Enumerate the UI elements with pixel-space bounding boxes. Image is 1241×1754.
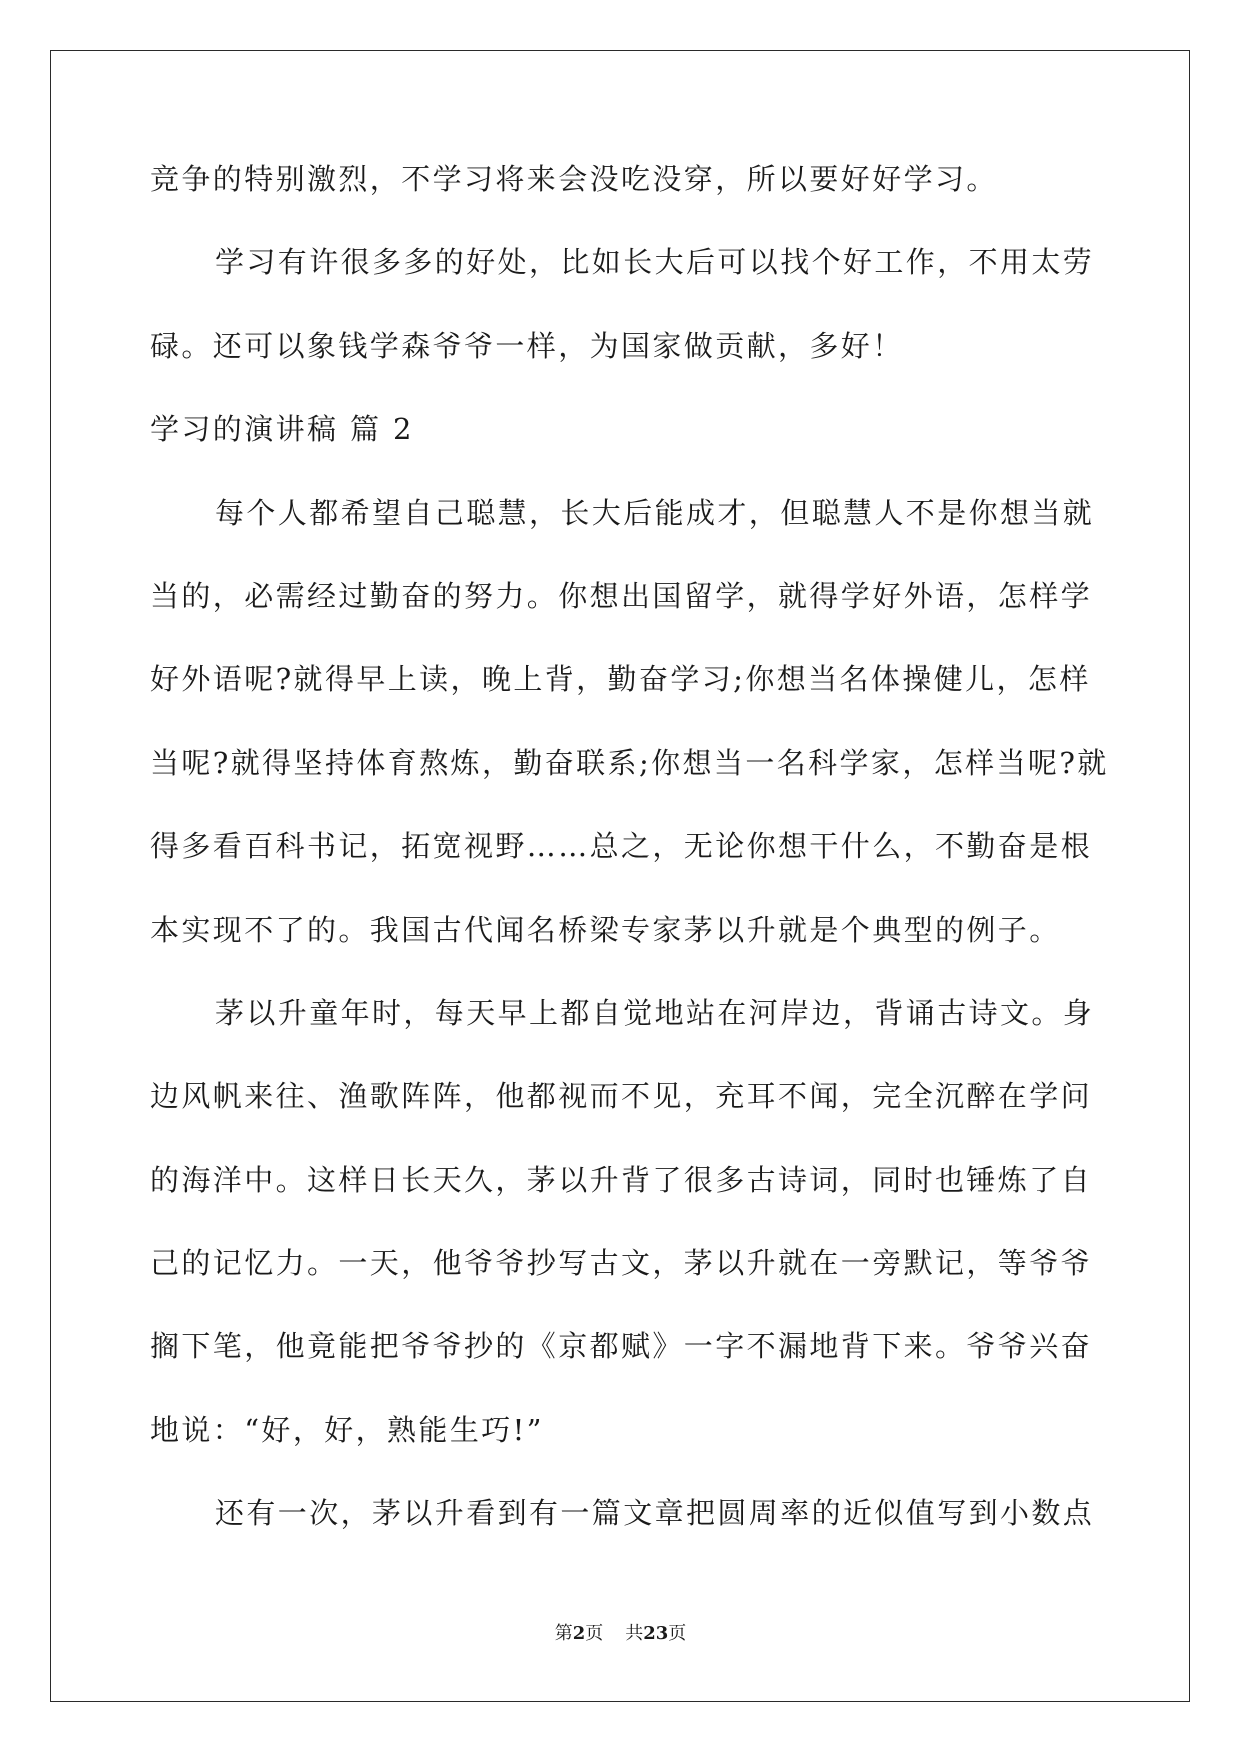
document-body: [150, 162, 1109, 1580]
total-prefix: 共: [625, 1623, 644, 1644]
page-current: 2: [572, 1623, 586, 1644]
text-line: 学习的演讲稿 篇 2: [150, 412, 414, 447]
text-line: 搁下笔，他竟能把爷爷抄的《京都赋》一字不漏地背下来。爷爷兴奋: [150, 1329, 1093, 1364]
text-line: 好外语呢?就得早上读，晚上背，勤奋学习;你想当名体操健儿，怎样: [150, 662, 1091, 697]
text-line: 学习有许很多多的好处，比如长大后可以找个好工作，不用太劳: [215, 245, 1095, 280]
text-line: 竞争的特别激烈，不学习将来会没吃没穿，所以要好好学习。: [150, 162, 998, 196]
text-line: 己的记忆力。一天，他爷爷抄写古文，茅以升就在一旁默记，等爷爷: [150, 1246, 1093, 1281]
text-line: 当呢?就得坚持体育熬炼，勤奋联系;你想当一名科学家，怎样当呢?就: [150, 745, 1109, 780]
page-suffix: 页: [585, 1623, 604, 1644]
text-line: 当的，必需经过勤奋的努力。你想出国留学，就得学好外语，怎样学: [150, 578, 1093, 613]
text-line: 茅以升童年时，每天早上都自觉地站在河岸边，背诵古诗文。身: [215, 995, 1095, 1030]
text-line: 每个人都希望自己聪慧，长大后能成才，但聪慧人不是你想当就: [215, 495, 1095, 530]
text-line: 碌。还可以象钱学森爷爷一样，为国家做贡献，多好！: [150, 328, 904, 363]
page-prefix: 第: [554, 1623, 573, 1644]
total-suffix: 页: [668, 1623, 687, 1644]
text-line: 边风帆来往、渔歌阵阵，他都视而不见，充耳不闻，完全沉醉在学问: [150, 1079, 1093, 1114]
page-footer: [0, 1622, 1241, 1646]
text-line: 的海洋中。这样日长天久，茅以升背了很多古诗词，同时也锤炼了自: [150, 1162, 1093, 1197]
text-line: 地说：“好，好，熟能生巧!”: [150, 1412, 544, 1447]
text-line: 本实现不了的。我国古代闻名桥梁专家茅以升就是个典型的例子。: [150, 912, 1061, 947]
total-pages: 23: [643, 1623, 669, 1644]
text-line: 得多看百科书记，拓宽视野……总之，无论你想干什么，不勤奋是根: [150, 829, 1093, 864]
text-line: 还有一次，茅以升看到有一篇文章把圆周率的近似值写到小数点: [215, 1496, 1095, 1531]
